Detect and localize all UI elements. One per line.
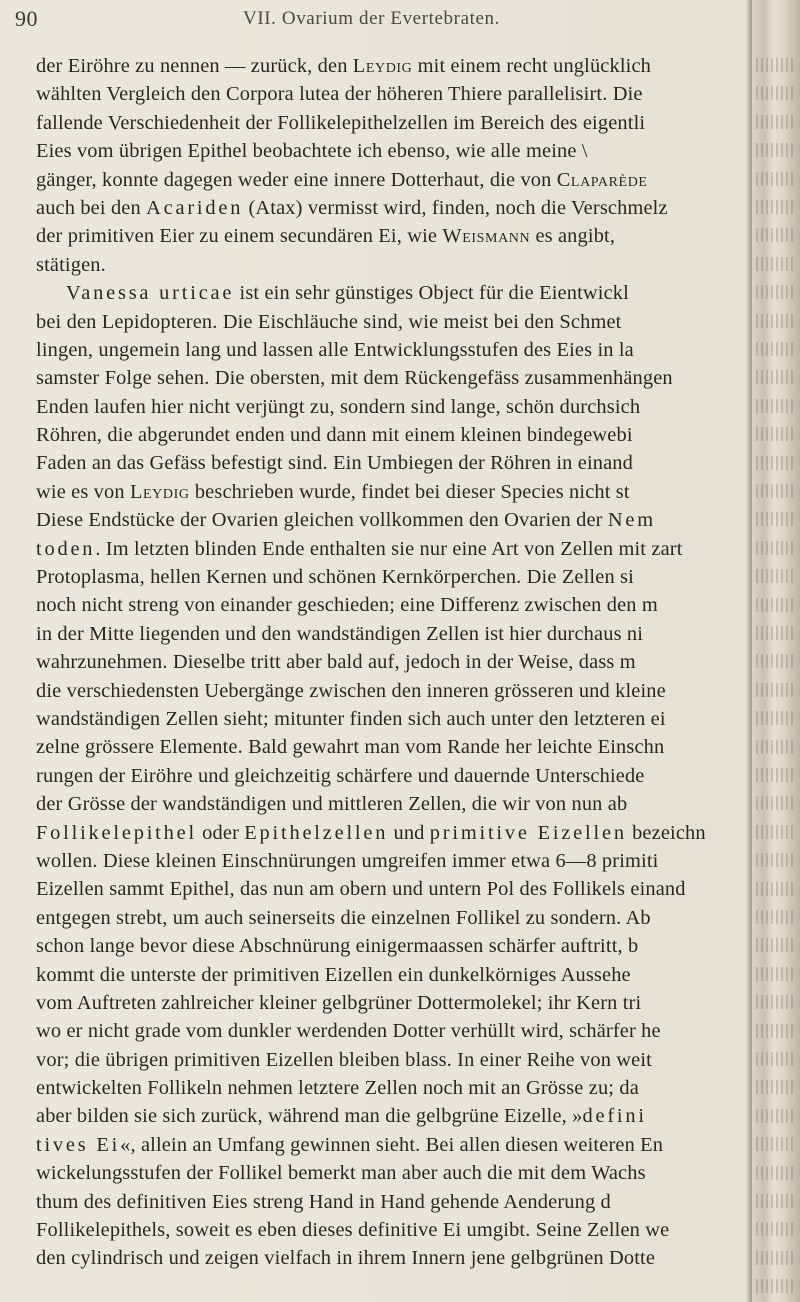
- text-line: [36, 478, 748, 506]
- page-number: 90: [15, 6, 38, 31]
- print-bleed-mark: [756, 995, 796, 1009]
- text-line: [36, 563, 748, 591]
- print-bleed-mark: [756, 541, 796, 555]
- print-bleed-mark: [756, 882, 796, 896]
- print-bleed-mark: [756, 683, 796, 697]
- text-line: [36, 961, 748, 989]
- text-run: wickelungsstufen der Follikel bemerkt man aber auch die mit dem Wachs: [36, 1162, 646, 1185]
- text-line: [36, 336, 748, 364]
- text-run: fallende Verschiedenheit der Follikelepithelzellen im Bereich des eigentli: [36, 111, 646, 134]
- print-bleed-mark: [756, 853, 796, 867]
- text-line: [36, 1159, 748, 1187]
- print-bleed-mark: [756, 1279, 796, 1293]
- text-line: [36, 449, 748, 477]
- text-run: mit einem recht unglücklich: [412, 55, 652, 77]
- print-bleed-mark: [756, 427, 796, 441]
- text-run: rungen der Eiröhre und gleichzeitig schärfere und dauernde Unterschiede: [36, 764, 645, 787]
- text-line: [36, 137, 748, 165]
- text-line: [36, 506, 748, 534]
- binding-gutter: [752, 0, 800, 1302]
- print-bleed-mark: [756, 1109, 796, 1123]
- emphasized-term: Acariden: [146, 196, 244, 219]
- text-run: in der Mitte liegenden und den wandständigen Zellen ist hier durchaus ni: [36, 622, 644, 645]
- text-run: Follikelepithels, soweit es eben dieses definitive Ei umgibt. Seine Zellen we: [36, 1219, 670, 1242]
- print-bleed-mark: [756, 143, 796, 157]
- text-line: [36, 1131, 748, 1159]
- emphasized-term: toden: [36, 537, 96, 560]
- text-run: entgegen strebt, um auch seinerseits die einzelnen Follikel zu sondern. Ab: [36, 906, 651, 929]
- text-run: Faden an das Gefäss befestigt sind. Ein Umbiegen der Röhren in einand: [36, 452, 633, 475]
- text-line: [36, 932, 748, 960]
- text-line: [36, 364, 748, 392]
- print-bleed-mark: [756, 1080, 796, 1094]
- text-run: und: [388, 821, 430, 844]
- text-run: wandständigen Zellen sieht; mitunter finden sich auch unter den letzteren ei: [36, 707, 666, 730]
- emphasized-term: defini: [582, 1105, 647, 1128]
- text-line: [36, 989, 748, 1017]
- text-run: aber bilden sie sich zurück, während man die gelbgrüne Eizelle, »: [36, 1105, 583, 1128]
- page-header: [0, 6, 800, 36]
- print-bleed-mark: [756, 172, 796, 186]
- print-bleed-mark: [756, 257, 796, 271]
- text-run: stätigen.: [36, 253, 106, 276]
- text-line: [36, 819, 748, 847]
- text-line: [36, 591, 748, 619]
- print-bleed-mark: [756, 285, 796, 299]
- text-line: [36, 393, 748, 421]
- text-line: [36, 166, 748, 194]
- text-run: es angibt,: [530, 225, 616, 248]
- print-bleed-mark: [756, 58, 796, 72]
- text-line: [36, 1216, 748, 1244]
- text-run: samster Folge sehen. Die obersten, mit dem Rückengefäss zusammenhängen: [36, 367, 673, 390]
- text-run: wie es von: [36, 480, 130, 503]
- text-run: gänger, konnte dagegen weder eine innere Dotterhaut, die von: [36, 168, 557, 191]
- print-bleed-mark: [756, 1052, 796, 1066]
- text-line: [36, 109, 748, 137]
- text-line: [36, 1244, 748, 1272]
- print-bleed-mark: [756, 228, 796, 242]
- text-line: [36, 620, 748, 648]
- text-line: [36, 875, 748, 903]
- print-bleed-mark: [756, 796, 796, 810]
- text-run: wo er nicht grade vom dunkler werdenden Dotter verhüllt wird, schärfer he: [36, 1020, 661, 1043]
- print-bleed-mark: [756, 740, 796, 754]
- print-bleed-mark: [756, 938, 796, 952]
- print-bleed-mark: [756, 626, 796, 640]
- text-line: [36, 251, 748, 279]
- text-run: oder: [196, 821, 245, 844]
- print-bleed-mark: [756, 86, 796, 100]
- emphasized-term: Epithelzellen: [244, 821, 389, 844]
- text-line: [36, 80, 748, 108]
- print-bleed-mark: [756, 1251, 796, 1265]
- text-line: [36, 904, 748, 932]
- text-run: beschrieben wurde, findet bei dieser Species nicht st: [189, 480, 630, 503]
- text-run: «, allein an Umfang gewinnen sieht. Bei allen diesen weiteren En: [120, 1133, 664, 1156]
- emphasized-term: Nem: [607, 509, 656, 532]
- text-line: [36, 1188, 748, 1216]
- emphasized-term: primitive Eizellen: [429, 821, 627, 844]
- text-run: wollen. Diese kleinen Einschnürungen umgreifen immer etwa 6—8 primiti: [36, 849, 659, 872]
- text-line: [36, 308, 748, 336]
- text-line: [36, 1102, 748, 1130]
- text-run: schon lange bevor diese Abschnürung einigermaassen schärfer auftritt, b: [36, 935, 639, 958]
- text-line: [36, 677, 748, 705]
- text-run: ist ein sehr günstiges Object für die Eientwickl: [234, 282, 629, 305]
- text-line: [36, 1046, 748, 1074]
- print-bleed-mark: [756, 569, 796, 583]
- text-line: [36, 705, 748, 733]
- body-text: [36, 52, 748, 1273]
- print-bleed-mark: [756, 342, 796, 356]
- emphasized-term: Vanessa urticae: [66, 282, 235, 305]
- text-line: [36, 1074, 748, 1102]
- print-bleed-mark: [756, 1166, 796, 1180]
- text-run: Protoplasma, hellen Kernen und schönen Kernkörperchen. Die Zellen si: [36, 566, 634, 589]
- print-bleed-mark: [756, 910, 796, 924]
- text-run: (Atax) vermisst wird, finden, noch die Verschmelz: [243, 196, 668, 219]
- print-bleed-mark: [756, 1222, 796, 1236]
- author-name: Claparède: [556, 168, 648, 191]
- text-run: Röhren, die abgerundet enden und dann mit einem kleinen bindegewebi: [36, 424, 633, 447]
- text-run: vom Auftreten zahlreicher kleiner gelbgrüner Dottermolekel; ihr Kern tri: [36, 991, 642, 1014]
- text-run: wählten Vergleich den Corpora lutea der höheren Thiere parallelisirt. Die: [36, 83, 643, 106]
- print-bleed-mark: [756, 456, 796, 470]
- print-bleed-mark: [756, 1024, 796, 1038]
- author-name: Weismann: [442, 225, 531, 248]
- text-line: [36, 648, 748, 676]
- text-line: [36, 535, 748, 563]
- text-line: [36, 222, 748, 250]
- text-run: Diese Endstücke der Ovarien gleichen vollkommen den Ovarien der: [36, 509, 608, 532]
- author-name: Leydig: [129, 480, 190, 503]
- print-bleed-mark: [756, 1194, 796, 1208]
- author-name: Leydig: [352, 55, 413, 77]
- print-bleed-mark: [756, 512, 796, 526]
- emphasized-term: tives Ei: [36, 1133, 121, 1156]
- text-run: die verschiedensten Uebergänge zwischen den inneren grösseren und kleine: [36, 679, 666, 702]
- text-run: kommt die unterste der primitiven Eizellen ein dunkelkörniges Aussehe: [36, 963, 631, 986]
- text-line: [36, 421, 748, 449]
- text-run: bezeichn: [626, 821, 706, 844]
- text-run: wahrzunehmen. Dieselbe tritt aber bald auf, jedoch in der Weise, dass m: [36, 651, 636, 674]
- running-head: VII. Ovarium der Evertebraten.: [243, 8, 500, 29]
- text-run: bei den Lepidopteren. Die Eischläuche sind, wie meist bei den Schmet: [36, 310, 622, 333]
- print-bleed-mark: [756, 711, 796, 725]
- text-run: den cylindrisch und zeigen vielfach in ihrem Innern jene gelbgrünen Dotte: [36, 1247, 656, 1270]
- print-bleed-mark: [756, 484, 796, 498]
- text-run: Enden laufen hier nicht verjüngt zu, sondern sind lange, schön durchsich: [36, 395, 641, 418]
- print-bleed-mark: [756, 399, 796, 413]
- text-line: [36, 194, 748, 222]
- print-bleed-mark: [756, 115, 796, 129]
- text-line: [36, 733, 748, 761]
- text-run: der primitiven Eier zu einem secundären Ei, wie: [36, 225, 443, 248]
- text-run: Eizellen sammt Epithel, das nun am obern und untern Pol des Follikels einand: [36, 878, 686, 901]
- text-run: auch bei den: [36, 196, 147, 219]
- text-line: [36, 279, 748, 307]
- text-run: entwickelten Follikeln nehmen letztere Zellen noch mit an Grösse zu; da: [36, 1077, 639, 1100]
- print-bleed-mark: [756, 598, 796, 612]
- print-bleed-mark: [756, 1137, 796, 1151]
- print-bleed-mark: [756, 825, 796, 839]
- text-line: [36, 52, 748, 80]
- text-run: vor; die übrigen primitiven Eizellen bleiben blass. In einer Reihe von weit: [36, 1048, 652, 1071]
- text-run: noch nicht streng von einander geschieden; eine Differenz zwischen den m: [36, 594, 658, 617]
- print-bleed-mark: [756, 314, 796, 328]
- text-run: thum des definitiven Eies streng Hand in Hand gehende Aenderung d: [36, 1190, 611, 1213]
- text-run: der Eiröhre zu nennen — zurück, den: [36, 55, 353, 77]
- text-line: [36, 762, 748, 790]
- text-line: [36, 847, 748, 875]
- text-run: . Im letzten blinden Ende enthalten sie nur eine Art von Zellen mit zart: [95, 537, 683, 560]
- text-run: Eies vom übrigen Epithel beobachtete ich ebenso, wie alle meine \: [36, 140, 588, 163]
- text-line: [36, 1017, 748, 1045]
- print-bleed-mark: [756, 768, 796, 782]
- text-run: der Grösse der wandständigen und mittleren Zellen, die wir von nun ab: [36, 793, 628, 816]
- print-bleed-mark: [756, 967, 796, 981]
- print-bleed-mark: [756, 200, 796, 214]
- text-run: lingen, ungemein lang und lassen alle Entwicklungsstufen des Eies in la: [36, 338, 634, 361]
- text-run: zelne grössere Elemente. Bald gewahrt man vom Rande her leichte Einschn: [36, 736, 665, 759]
- emphasized-term: Follikelepithel: [36, 821, 197, 844]
- print-bleed-mark: [756, 654, 796, 668]
- print-bleed-mark: [756, 370, 796, 384]
- text-line: [36, 790, 748, 818]
